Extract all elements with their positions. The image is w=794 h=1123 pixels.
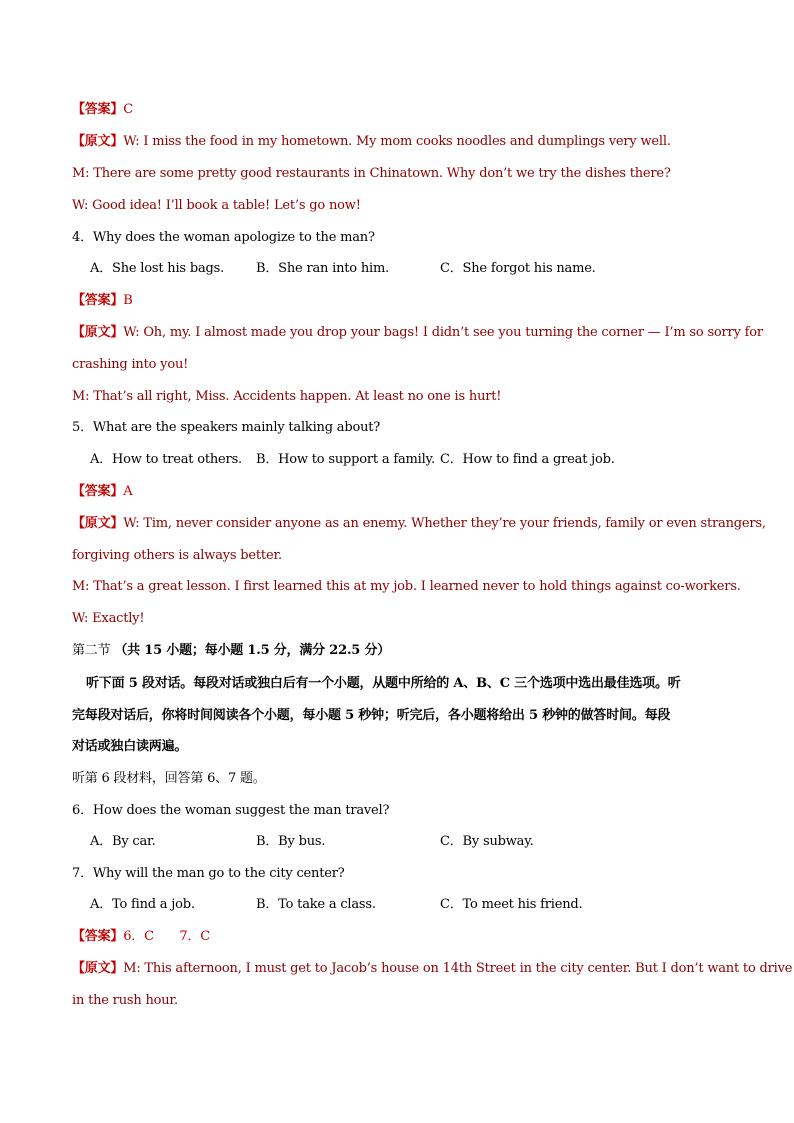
transcript-3-line-3: W: Good idea! I’ll book a table! Let’s go now!: [72, 198, 361, 213]
question-4-option-b: B．She ran into him.: [256, 261, 390, 276]
transcript-text: W: Tim, never consider anyone as an enemy. Whether they’re your friends, family or even strangers,: [123, 516, 766, 531]
question-6-option-b: B．By bus.: [256, 834, 326, 849]
material-6-heading: 听第 6 段材料，回答第 6、7 题。: [72, 771, 266, 786]
answer-6-7: [72, 929, 210, 945]
question-7: 7．Why will the man go to the city center?: [72, 866, 345, 881]
transcript-label: 【原文】: [72, 325, 124, 340]
transcript-text: W: I miss the food in my hometown. My mom cooks noodles and dumplings very well.: [123, 134, 671, 149]
question-5-option-c: C．How to find a great job.: [440, 452, 615, 467]
transcript-3-line-1: [72, 134, 671, 150]
transcript-label: 【原文】: [72, 516, 124, 531]
question-6-option-c: C．By subway.: [440, 834, 534, 849]
transcript-4-line-1: [72, 325, 763, 341]
transcript-6-7-line-2: in the rush hour.: [72, 993, 178, 1008]
section-2-instructions-line-2: 完每段对话后，你将时间阅读各个小题，每小题 5 秒钟；听完后，各小题将给出 5 秒钟的做答时间。每段: [72, 708, 671, 723]
question-4: 4．Why does the woman apologize to the man?: [72, 230, 375, 245]
transcript-text: W: Oh, my. I almost made you drop your bags! I didn’t see you turning the corner — I’m so sorry for: [123, 325, 763, 340]
transcript-label: 【原文】: [72, 961, 124, 976]
answer-value: A: [123, 484, 133, 499]
question-6-option-a: A．By car.: [90, 834, 156, 849]
question-7-option-a: A．To find a job.: [90, 897, 195, 912]
transcript-5-line-2: forgiving others is always better.: [72, 548, 282, 563]
answer-value: B: [123, 293, 133, 308]
answer-value: C: [123, 102, 133, 117]
answer-label: 【答案】: [72, 102, 124, 117]
transcript-3-line-2: M: There are some pretty good restaurants in Chinatown. Why don’t we try the dishes there?: [72, 166, 671, 181]
transcript-text: M: This afternoon, I must get to Jacob’s house on 14th Street in the city center. But I don’t want to drive: [123, 961, 793, 976]
section-2-title: 第二节: [72, 643, 115, 658]
transcript-4-line-2: crashing into you!: [72, 357, 189, 372]
transcript-label: 【原文】: [72, 134, 124, 149]
section-2-instructions-line-1: 听下面 5 段对话。每段对话或独白后有一个小题，从题中所给的 A、B、C 三个选项中选出最佳选项。听: [86, 676, 681, 691]
section-2-heading: [72, 643, 390, 659]
section-2-points: （共 15 小题；每小题 1.5 分，满分 22.5 分）: [114, 643, 391, 658]
question-6: 6．How does the woman suggest the man travel?: [72, 803, 390, 818]
transcript-6-7-line-1: [72, 961, 792, 977]
question-5-option-a: A．How to treat others.: [90, 452, 242, 467]
question-4-option-c: C．She forgot his name.: [440, 261, 596, 276]
answer-value: 6．C 7．C: [123, 929, 211, 944]
question-5-option-b: B．How to support a family.: [256, 452, 435, 467]
question-4-option-a: A．She lost his bags.: [90, 261, 225, 276]
question-5: 5．What are the speakers mainly talking about?: [72, 420, 381, 435]
answer-label: 【答案】: [72, 929, 124, 944]
transcript-5-line-4: W: Exactly!: [72, 611, 145, 626]
answer-3: [72, 102, 133, 118]
answer-label: 【答案】: [72, 293, 124, 308]
answer-4: [72, 293, 133, 309]
transcript-4-line-3: M: That’s all right, Miss. Accidents happen. At least no one is hurt!: [72, 389, 502, 404]
transcript-5-line-1: [72, 516, 766, 532]
answer-label: 【答案】: [72, 484, 124, 499]
section-2-instructions-line-3: 对话或独白读两遍。: [72, 739, 188, 754]
question-7-option-c: C．To meet his friend.: [440, 897, 583, 912]
question-7-option-b: B．To take a class.: [256, 897, 376, 912]
transcript-5-line-3: M: That’s a great lesson. I first learned this at my job. I learned never to hold things against co-workers.: [72, 579, 741, 594]
answer-5: [72, 484, 132, 500]
